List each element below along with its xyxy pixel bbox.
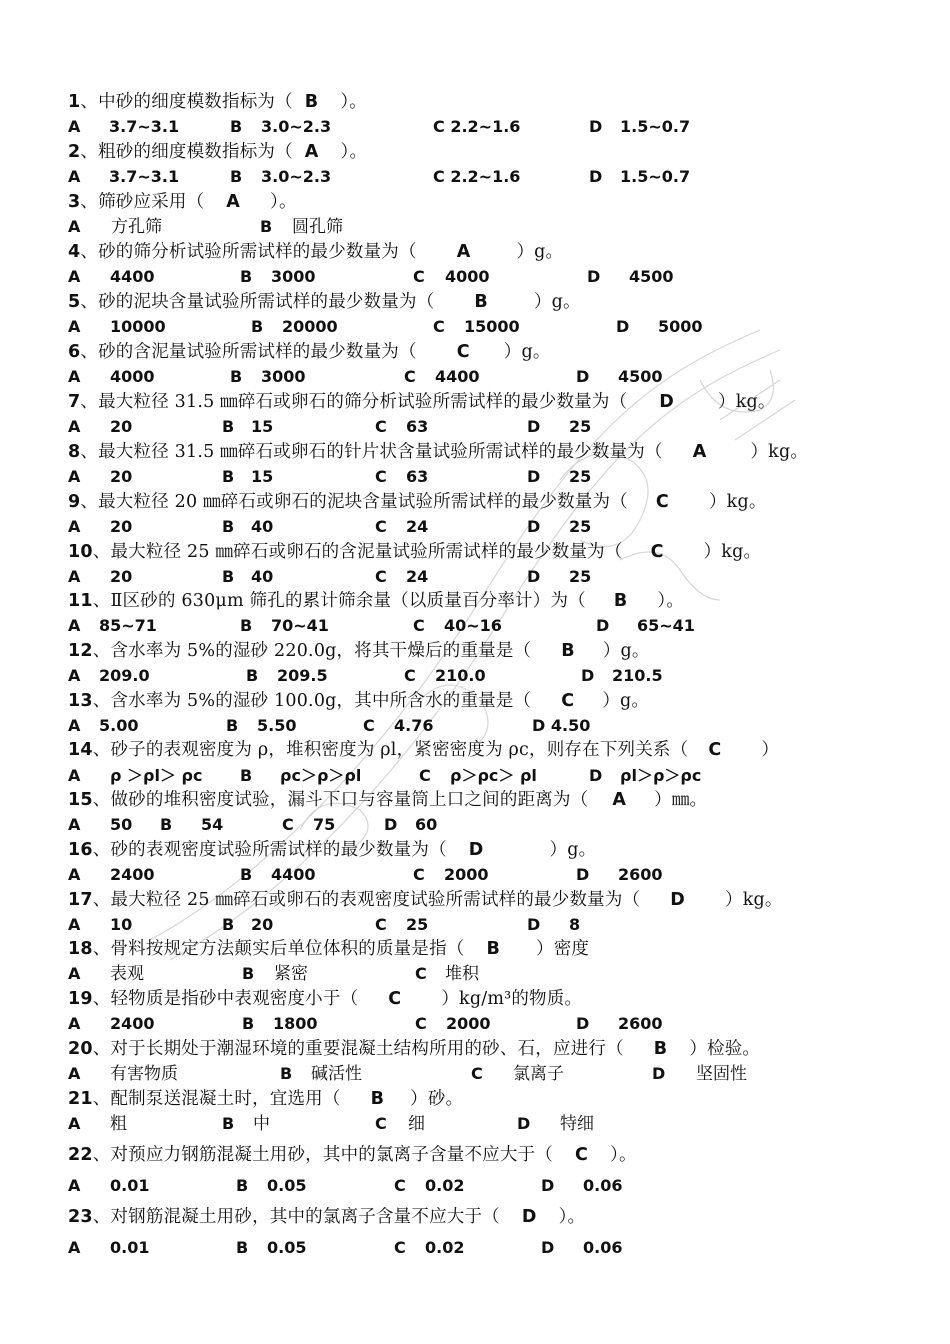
option-value: 1800 (273, 1014, 318, 1033)
question-tail: ）检验。 (689, 1039, 761, 1059)
option-letter: D (541, 1176, 555, 1195)
question-number: 9 (68, 492, 81, 512)
option-value: 3.7~3.1 (109, 167, 180, 186)
option-letter: A (68, 964, 81, 983)
option-letter: A (68, 467, 81, 486)
option-letter: C (375, 915, 387, 934)
question-stem: 、筛砂应采用（ (80, 192, 205, 212)
question-tail: ）密度 (536, 939, 590, 959)
option-value: 25 (406, 915, 429, 934)
option-value: 63 (406, 467, 429, 486)
option-letter: B (240, 616, 253, 635)
option-letter: D (589, 766, 603, 785)
question-stem: 、对预应力钢筋混凝土用砂，其中的氯离子含量不应大于（ (92, 1145, 553, 1165)
option-letter: D (541, 1238, 555, 1257)
option-letter: B (230, 167, 243, 186)
option-value: 15000 (464, 317, 520, 336)
option-value: 209.5 (277, 666, 328, 685)
option-value: 4400 (271, 865, 316, 884)
question-number: 17 (68, 890, 93, 910)
answer: B (474, 292, 488, 312)
option-value: 209.0 (99, 666, 150, 685)
option-letter: B (222, 567, 235, 586)
option-value: 0.05 (267, 1238, 307, 1257)
option-value: 20 (110, 567, 133, 586)
option-value: 20 (110, 467, 133, 486)
option-value: 10000 (110, 317, 166, 336)
option-letter: C (375, 1114, 387, 1133)
option-value: 3.0~2.3 (261, 117, 332, 136)
question-tail: ）。 (610, 1145, 637, 1165)
question-tail: ）kg。 (703, 542, 762, 562)
option-value: 25 (569, 417, 592, 436)
question-tail: ）kg。 (718, 392, 776, 412)
option-value: 4500 (629, 267, 674, 286)
option-value: 4500 (618, 367, 663, 386)
option-value: 0.02 (425, 1238, 465, 1257)
question-tail: ）砂。 (410, 1089, 464, 1109)
option-letter: B (246, 666, 259, 685)
option-value: C 2.2~1.6 (433, 167, 521, 186)
option-letter: C (404, 666, 416, 685)
question-number: 23 (68, 1207, 93, 1227)
option-value: 0.02 (425, 1176, 465, 1195)
option-letter: B (240, 267, 253, 286)
question-number: 3 (68, 192, 81, 212)
option-value: 25 (569, 467, 592, 486)
answer: A (456, 242, 471, 262)
option-value: 0.01 (110, 1238, 150, 1257)
option-value: 24 (406, 517, 429, 536)
option-letter: D (589, 167, 603, 186)
option-value: 75 (313, 815, 336, 834)
option-letter: B (230, 117, 243, 136)
option-value: 20 (110, 417, 133, 436)
option-value: 3.7~3.1 (109, 117, 180, 136)
option-letter: D (576, 1014, 590, 1033)
question-stem: 、最大粒径 25 ㎜碎石或卵石的含泥量试验所需试样的最少数量为（ (92, 542, 623, 562)
option-letter: C (413, 267, 425, 286)
option-value: 2000 (444, 865, 489, 884)
question-10 (68, 540, 761, 564)
option-value: 85~71 (99, 616, 157, 635)
option-value: 有害物质 (110, 1064, 178, 1084)
answer: C (655, 492, 669, 512)
question-tail: ）g。 (533, 292, 581, 312)
option-letter: B (236, 1176, 249, 1195)
question-13 (68, 689, 649, 713)
answer: A (304, 142, 319, 162)
question-tail: ）g。 (516, 242, 564, 262)
option-value: 15 (251, 417, 274, 436)
question-stem: 、砂子的表观密度为 ρ，堆积密度为 ρl，紧密密度为 ρc，则存在下列关系（ (92, 740, 689, 760)
question-tail: ）。 (340, 142, 368, 162)
option-letter: C (375, 567, 387, 586)
option-letter: A (68, 167, 81, 186)
option-value: 0.05 (267, 1176, 307, 1195)
option-letter: A (68, 367, 81, 386)
option-letter: C (404, 367, 416, 386)
question-tail: ）g。 (549, 840, 597, 860)
question-number: 19 (68, 989, 93, 1009)
option-letter: A (68, 1064, 81, 1083)
option-letter: D (517, 1114, 531, 1133)
question-stem: 、最大粒径 31.5 ㎜碎石或卵石的筛分析试验所需试样的最少数量为（ (80, 392, 628, 412)
option-value: 圆孔筛 (292, 217, 343, 237)
option-letter: D (384, 815, 398, 834)
option-value: 4400 (110, 267, 155, 286)
answer: B (653, 1039, 668, 1059)
question-2 (68, 140, 367, 164)
question-stem: 、骨料按规定方法颠实后单位体积的质量是指（ (92, 939, 465, 959)
option-letter: C (415, 1014, 427, 1033)
question-tail: ）g。 (602, 641, 650, 661)
option-letter: C (471, 1064, 483, 1083)
question-tail: ）kg。 (750, 442, 809, 462)
question-tail: ）kg。 (708, 492, 767, 512)
option-letter: A (68, 1114, 81, 1133)
question-22 (68, 1143, 637, 1167)
option-letter: B (222, 517, 235, 536)
question-14 (68, 738, 779, 762)
option-letter: D (581, 666, 595, 685)
option-value: 堆积 (445, 964, 479, 984)
option-letter: B (280, 1064, 293, 1083)
option-letter: B (260, 217, 273, 236)
question-1 (68, 90, 367, 114)
option-letter: B (160, 815, 173, 834)
question-number: 13 (68, 691, 93, 711)
option-letter: C (413, 865, 425, 884)
answer: B (486, 939, 501, 959)
question-stem: 、砂的泥块含量试验所需试样的最少数量为（ (80, 292, 435, 312)
option-letter: B (226, 716, 239, 735)
option-letter: A (68, 915, 81, 934)
question-number: 22 (68, 1145, 93, 1165)
option-value: 5000 (658, 317, 703, 336)
question-stem: 、对于长期处于潮湿环境的重要混凝土结构所用的砂、石，应进行（ (92, 1039, 624, 1059)
question-tail: ） (761, 740, 780, 760)
option-letter: D (596, 616, 610, 635)
option-value: 0.06 (583, 1176, 623, 1195)
answer: C (650, 542, 664, 562)
question-number: 1 (68, 92, 81, 112)
option-value: 3000 (271, 267, 316, 286)
option-letter: C (415, 964, 427, 983)
option-letter: C (413, 616, 425, 635)
question-number: 7 (68, 392, 81, 412)
question-11 (68, 589, 684, 613)
question-17 (68, 888, 783, 912)
option-value: 4000 (110, 367, 155, 386)
option-letter: D (616, 317, 630, 336)
question-8 (68, 440, 808, 464)
option-letter: A (68, 865, 81, 884)
option-letter: D (527, 517, 541, 536)
question-21 (68, 1087, 463, 1111)
question-tail: ）kg/m³的物质。 (441, 989, 583, 1009)
option-letter: C (282, 815, 294, 834)
answer: B (613, 591, 628, 611)
option-letter: A (68, 716, 81, 735)
option-letter: D (587, 267, 601, 286)
option-letter: B (242, 964, 255, 983)
option-value: 20000 (282, 317, 338, 336)
option-value: 细 (408, 1114, 425, 1134)
answer: C (561, 691, 575, 711)
option-value: 2000 (446, 1014, 491, 1033)
option-value: 4.76 (394, 716, 434, 735)
option-letter: B (240, 766, 253, 785)
question-number: 4 (68, 242, 81, 262)
option-value: 40~16 (444, 616, 502, 635)
option-letter: C (394, 1238, 406, 1257)
option-letter: D (652, 1064, 666, 1083)
option-letter: A (68, 815, 81, 834)
option-value: 4400 (435, 367, 480, 386)
option-letter: D (527, 417, 541, 436)
question-number: 10 (68, 542, 93, 562)
question-23 (68, 1205, 585, 1229)
question-number: 20 (68, 1039, 93, 1059)
answer: D (659, 392, 675, 412)
option-value: 65~41 (637, 616, 695, 635)
answer: C (574, 1145, 589, 1165)
question-5 (68, 290, 581, 314)
answer: B (561, 641, 575, 661)
question-7 (68, 390, 776, 414)
option-letter: A (68, 217, 81, 236)
option-value: ρ ＞ρl＞ ρc (110, 766, 203, 785)
option-letter: D (527, 467, 541, 486)
question-number: 8 (68, 442, 81, 462)
question-16 (68, 838, 596, 862)
question-stem: 、砂的含泥量试验所需试样的最少数量为（ (80, 342, 417, 362)
question-stem: 、含水率为 5%的湿砂 100.0g，其中所含水的重量是（ (92, 691, 532, 711)
option-letter: B (230, 367, 243, 386)
option-value: D 4.50 (532, 716, 591, 735)
answer: A (226, 192, 241, 212)
option-letter: B (222, 1114, 235, 1133)
option-value: 70~41 (271, 616, 329, 635)
answer: D (468, 840, 484, 860)
option-letter: A (68, 267, 81, 286)
option-value: 方孔筛 (111, 217, 162, 237)
option-value: 25 (569, 517, 592, 536)
option-value: ρc＞ρ＞ρl (280, 766, 362, 785)
option-letter: D (576, 367, 590, 386)
question-stem: 、配制泵送混凝土时，宜选用（ (92, 1089, 341, 1109)
option-value: 25 (569, 567, 592, 586)
question-tail: ）g。 (503, 342, 551, 362)
option-value: 碱活性 (311, 1064, 362, 1084)
option-letter: A (68, 1014, 81, 1033)
answer: A (612, 790, 627, 810)
question-number: 16 (68, 840, 93, 860)
option-letter: D (527, 915, 541, 934)
option-letter: A (68, 117, 81, 136)
question-number: 18 (68, 939, 93, 959)
question-number: 11 (68, 591, 93, 611)
option-value: 1.5~0.7 (620, 167, 691, 186)
option-value: 50 (110, 815, 133, 834)
option-letter: A (68, 766, 81, 785)
question-stem: 、做砂的堆积密度试验，漏斗下口与容量筒上口之间的距离为（ (92, 790, 589, 810)
answer: B (370, 1089, 385, 1109)
option-letter: A (68, 616, 81, 635)
question-tail: ）。 (340, 92, 367, 112)
option-letter: C (375, 417, 387, 436)
option-value: 40 (251, 517, 274, 536)
question-tail: ）g。 (602, 691, 650, 711)
option-value: 210.5 (612, 666, 663, 685)
option-letter: A (68, 666, 81, 685)
question-number: 14 (68, 740, 93, 760)
option-letter: C (433, 317, 445, 336)
question-6 (68, 340, 551, 364)
question-stem: 、最大粒径 31.5 ㎜碎石或卵石的针片状含量试验所需试样的最少数量为（ (80, 442, 663, 462)
answer: D (670, 890, 685, 910)
answer: C (388, 989, 402, 1009)
question-number: 6 (68, 342, 81, 362)
option-value: 0.06 (583, 1238, 623, 1257)
option-value: 5.00 (99, 716, 139, 735)
question-number: 12 (68, 641, 93, 661)
option-value: 15 (251, 467, 274, 486)
option-letter: D (527, 567, 541, 586)
option-value: 40 (251, 567, 274, 586)
option-value: C 2.2~1.6 (433, 117, 521, 136)
option-value: 8 (569, 915, 581, 934)
question-4 (68, 240, 563, 264)
option-letter: A (68, 1176, 81, 1195)
option-letter: A (68, 567, 81, 586)
option-value: 5.50 (257, 716, 297, 735)
answer: C (456, 342, 470, 362)
question-stem: 、粗砂的细度模数指标为（ (80, 142, 293, 162)
option-value: 20 (110, 517, 133, 536)
option-value: 中 (253, 1114, 270, 1134)
question-stem: 、砂的表观密度试验所需试样的最少数量为（ (92, 840, 447, 860)
option-value: 1.5~0.7 (620, 117, 691, 136)
question-tail: ）kg。 (725, 890, 783, 910)
question-number: 21 (68, 1089, 93, 1109)
option-value: 60 (415, 815, 438, 834)
option-value: 10 (110, 915, 133, 934)
question-stem: 、含水率为 5%的湿砂 220.0g，将其干燥后的重量是（ (92, 641, 532, 661)
option-letter: C (375, 517, 387, 536)
option-letter: A (68, 317, 81, 336)
option-value: 3000 (261, 367, 306, 386)
option-letter: D (576, 865, 590, 884)
option-value: 3.0~2.3 (261, 167, 332, 186)
option-letter: A (68, 517, 81, 536)
question-number: 5 (68, 292, 81, 312)
question-18 (68, 937, 589, 961)
answer: A (692, 442, 707, 462)
question-15 (68, 788, 707, 812)
question-stem: 、对钢筋混凝土用砂，其中的氯离子含量不应大于（ (92, 1207, 500, 1227)
option-letter: B (240, 865, 253, 884)
question-stem: 、Ⅱ区砂的 630μm 筛孔的累计筛余量（以质量百分率计）为（ (92, 591, 586, 611)
answer: B (304, 92, 319, 112)
option-letter: B (222, 417, 235, 436)
option-letter: C (394, 1176, 406, 1195)
option-value: 2600 (618, 1014, 663, 1033)
option-value: 紧密 (274, 964, 308, 984)
option-value: 2400 (110, 865, 155, 884)
question-stem: 、砂的筛分析试验所需试样的最少数量为（ (80, 242, 417, 262)
question-tail: ）㎜。 (654, 790, 708, 810)
option-value: 2400 (110, 1014, 155, 1033)
option-value: 20 (251, 915, 274, 934)
option-value: 特细 (560, 1114, 594, 1134)
question-tail: ）。 (270, 192, 297, 212)
question-19 (68, 987, 582, 1011)
option-letter: B (251, 317, 264, 336)
question-stem: 、最大粒径 25 ㎜碎石或卵石的表观密度试验所需试样的最少数量为（ (92, 890, 641, 910)
question-tail: ）。 (558, 1207, 586, 1227)
answer: C (708, 740, 722, 760)
option-letter: C (375, 467, 387, 486)
question-3 (68, 190, 297, 214)
option-letter: C (419, 766, 431, 785)
option-letter: D (589, 117, 603, 136)
option-value: 粗 (110, 1114, 127, 1134)
option-value: 210.0 (435, 666, 486, 685)
option-letter: B (236, 1238, 249, 1257)
option-value: 0.01 (110, 1176, 150, 1195)
option-value: ρ＞ρc＞ ρl (450, 766, 537, 785)
option-value: 63 (406, 417, 429, 436)
question-number: 2 (68, 142, 81, 162)
option-value: 表观 (110, 964, 144, 984)
question-9 (68, 490, 767, 514)
question-12 (68, 639, 650, 663)
option-value: 氯离子 (513, 1064, 564, 1084)
option-value: 24 (406, 567, 429, 586)
option-value: 4000 (445, 267, 490, 286)
question-stem: 、最大粒径 20 ㎜碎石或卵石的泥块含量试验所需试样的最少数量为（ (80, 492, 628, 512)
option-value: 54 (201, 815, 224, 834)
option-value: 2600 (618, 865, 663, 884)
question-number: 15 (68, 790, 93, 810)
option-letter: B (222, 915, 235, 934)
option-letter: B (242, 1014, 255, 1033)
option-letter: A (68, 417, 81, 436)
option-value: ρl＞ρ＞ρc (620, 766, 702, 785)
option-letter: B (222, 467, 235, 486)
answer: D (521, 1207, 537, 1227)
question-stem: 、中砂的细度模数指标为（ (80, 92, 293, 112)
question-stem: 、轻物质是指砂中表观密度小于（ (92, 989, 359, 1009)
option-letter: A (68, 1238, 81, 1257)
option-value: 坚固性 (696, 1064, 747, 1084)
question-20 (68, 1037, 760, 1061)
option-letter: C (363, 716, 375, 735)
question-tail: ）。 (657, 591, 685, 611)
